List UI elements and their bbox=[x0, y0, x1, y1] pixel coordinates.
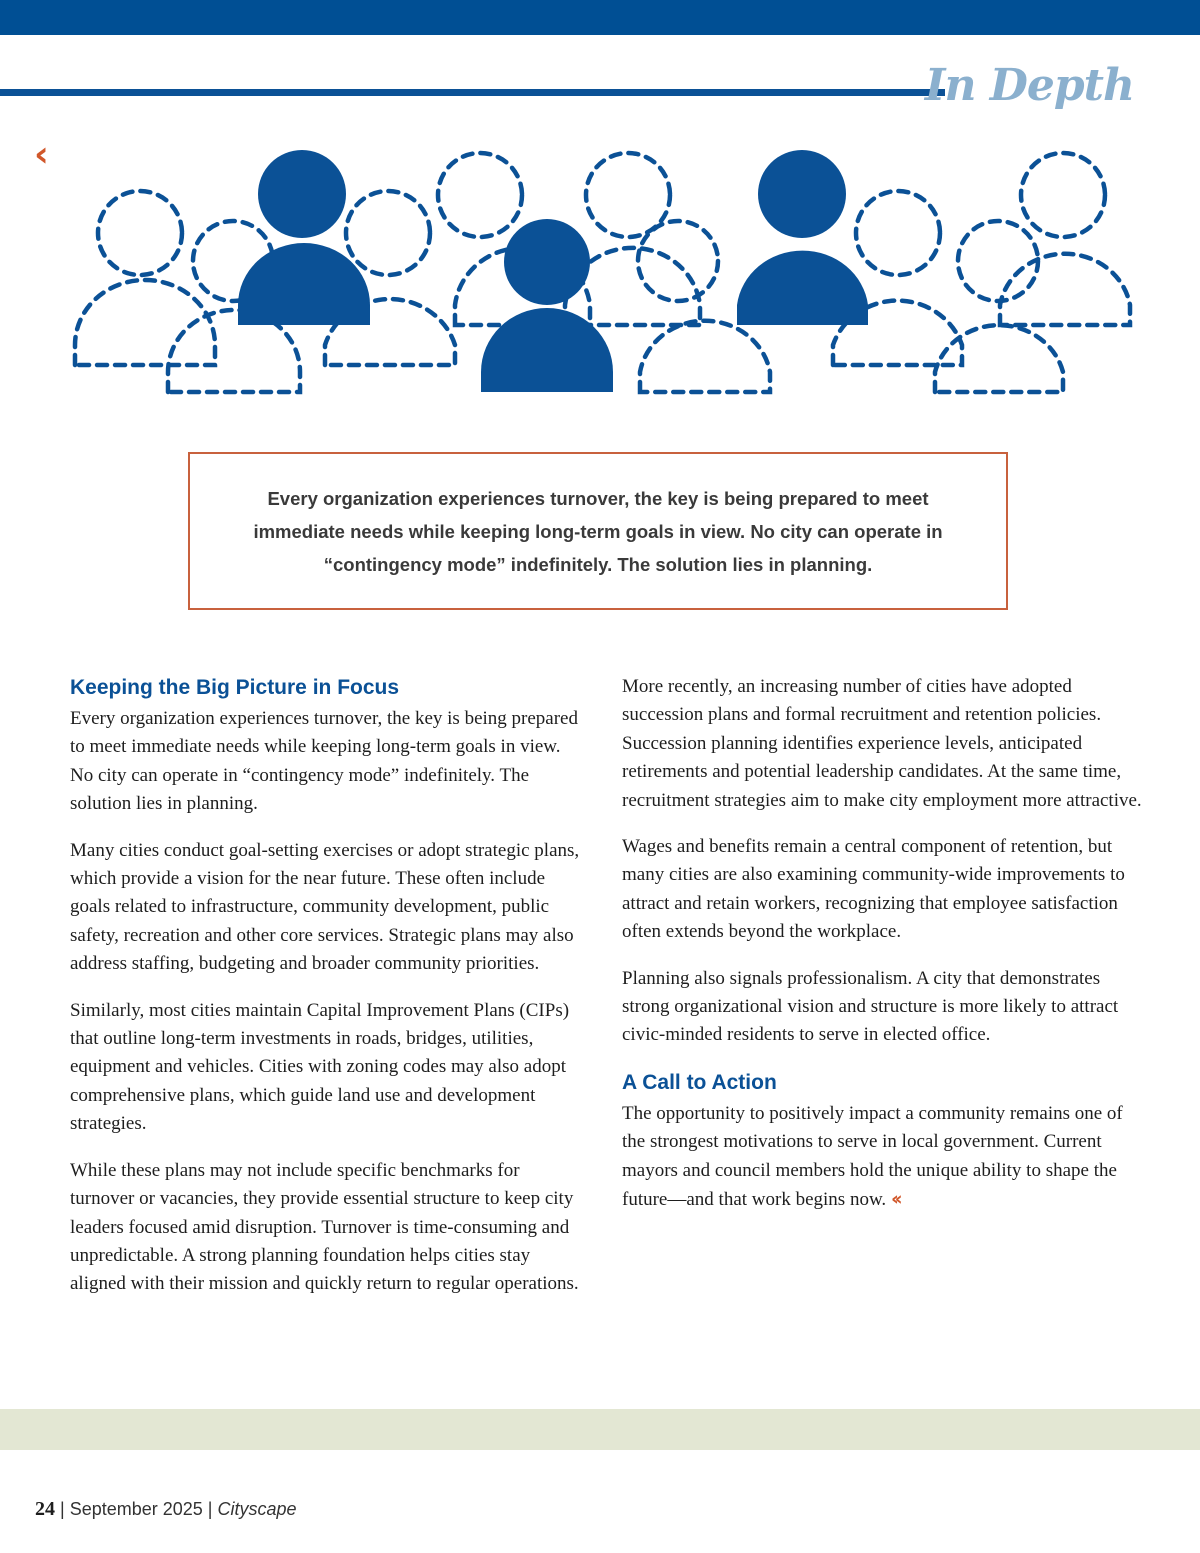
article-left-column bbox=[70, 673, 585, 1317]
paragraph: Planning also signals professionalism. A city that demonstrates strong organizational vision and structure is more likely to attract civic-minded residents to serve in elected office. bbox=[622, 967, 1119, 1046]
paragraph: More recently, an increasing number of cities have adopted succession plans and formal recruitment and retention policies. Succession planning identifies experience levels, anticipated retirements and potential leadership candidates. At the same time, recruitment strategies aim to make city employment more attractive. bbox=[622, 676, 1142, 811]
heading-call-to-action: A Call to Action bbox=[622, 1070, 777, 1094]
paragraph: Similarly, most cities maintain Capital Improvement Plans (CIPs) that outline long-term investments in roads, bridges, utilities, equipment and vehicles. Cities with zoning codes may also adopt comprehensive plans, which guide land use and development strategies. bbox=[70, 999, 570, 1135]
section-title: In Depth bbox=[924, 60, 1134, 111]
footer-separator: | bbox=[55, 1499, 70, 1519]
article-right-column bbox=[622, 673, 1142, 1233]
end-mark-icon: ‹‹ bbox=[890, 1188, 899, 1211]
paragraph: Wages and benefits remain a central component of retention, but many cities are also examining community-wide improvements to attract and retain workers, recognizing that employee satisfaction often extends beyond the workplace. bbox=[622, 836, 1125, 943]
issue-date: September 2025 bbox=[69, 1499, 203, 1519]
page-footer bbox=[35, 1498, 297, 1521]
pullquote-text: Every organization experiences turnover, the key is being prepared to meet immediate needs while keeping long-term goals in view. No city can operate in “contingency mode” indefinitely. The solution lies in planning. bbox=[253, 487, 943, 575]
closing-paragraph bbox=[622, 1100, 1142, 1215]
footer-separator: | bbox=[202, 1499, 218, 1519]
top-color-bar bbox=[0, 0, 1200, 35]
paragraph: Every organization experiences turnover, the key is being prepared to meet immediate needs while keeping long-term goals in view. No city can operate in “contingency mode” indefinitely. The solution lies in planning. bbox=[70, 708, 578, 815]
header-rule bbox=[0, 89, 945, 96]
page-number: 24 bbox=[35, 1498, 55, 1520]
back-chevron-icon: ‹ bbox=[34, 134, 49, 175]
paragraph: While these plans may not include specific benchmarks for turnover or vacancies, they provide essential structure to keep city leaders focused amid disruption. Turnover is time-consuming and unpredictable. A strong planning foundation helps cities stay aligned with their mission and quickly return to regular operations. bbox=[70, 1159, 579, 1295]
people-crowd-icon bbox=[60, 140, 1150, 410]
closing-text: The opportunity to positively impact a community remains one of the strongest motivations to serve in local government. Current mayors and council members hold the unique ability to shape the future—and that work begins now. bbox=[622, 1102, 1123, 1211]
footer-band bbox=[0, 1409, 1200, 1450]
paragraph: Many cities conduct goal-setting exercises or adopt strategic plans, which provide a vision for the near future. These often include goals related to infrastructure, community development, public safety, recreation and other core services. Strategic plans may also address staffing, budgeting and broader community priorities. bbox=[70, 839, 580, 975]
pullquote-box bbox=[188, 452, 1008, 610]
heading-big-picture: Keeping the Big Picture in Focus bbox=[70, 676, 400, 699]
publication-name: Cityscape bbox=[217, 1499, 297, 1519]
